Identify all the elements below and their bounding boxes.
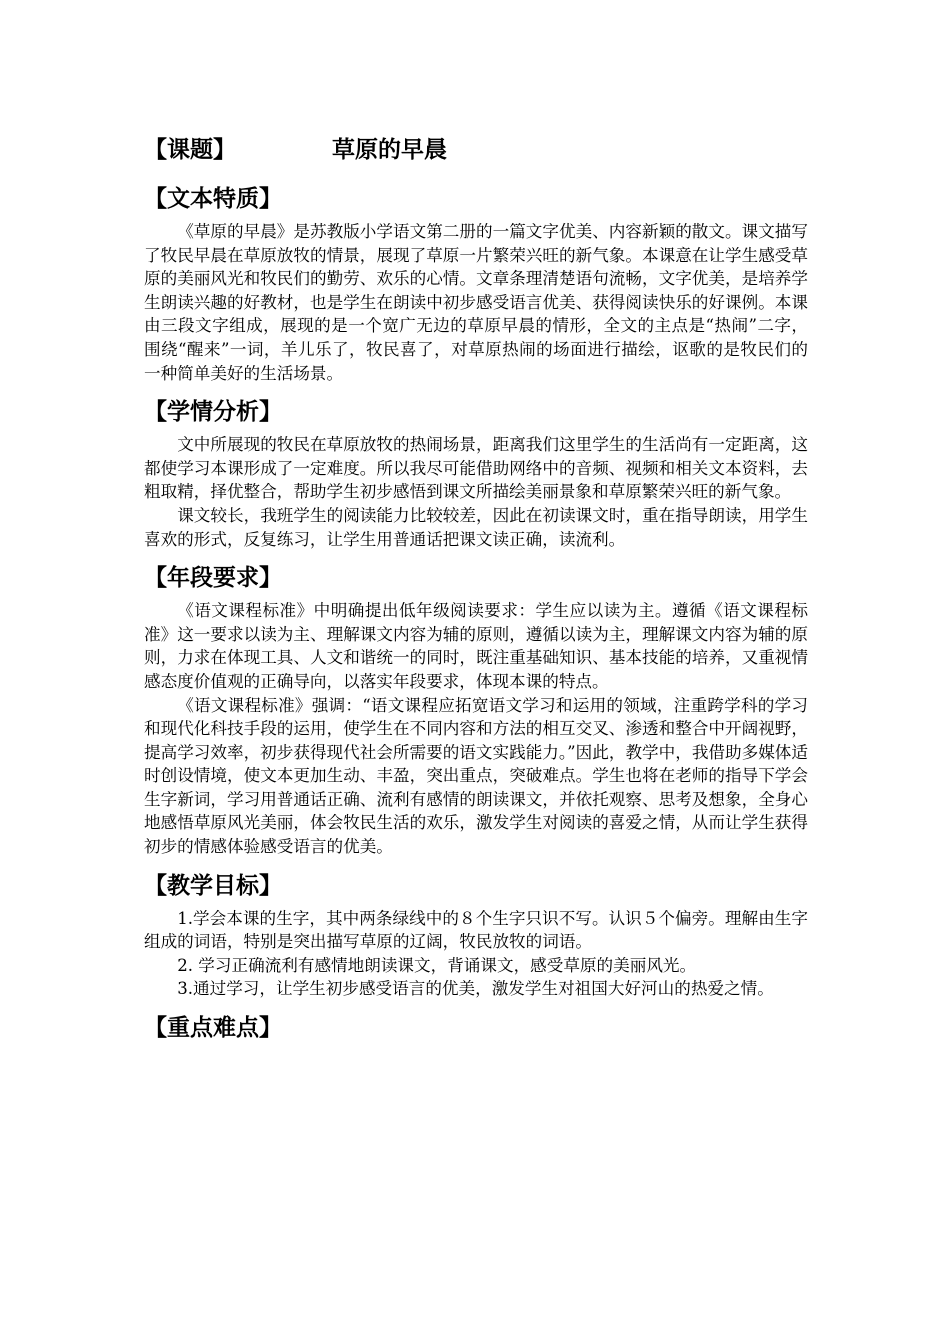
section-key-points [144,1007,808,1049]
section-text-features [144,178,808,385]
document-page [144,128,808,1049]
section-heading: 【文本特质】 [144,186,282,212]
section-heading: 【教学目标】 [144,872,282,899]
section-heading: 【重点难点】 [144,1015,282,1042]
section-heading: 【学情分析】 [144,399,282,426]
section-teaching-goals [144,865,808,1001]
lesson-title: 草原的早晨 [332,137,447,163]
paragraph: 文中所展现的牧民在草原放牧的热闹场景，距离我们这里学生的生活尚有一定距离，这都使学习本课形成了一定难度。所以我尽可能借助网络中的音频、视频和相关文本资料，去粗取精，择优整合，帮助学生初步感悟到课文所描绘美丽景象和草原繁荣兴旺的新气象。 [144,435,808,502]
goal-item: 3.通过学习，让学生初步感受语言的优美，激发学生对祖国大好河山的热爱之情。 [177,979,774,999]
lesson-title-row [144,128,808,172]
section-grade-requirements [144,557,808,859]
paragraph: 《语文课程标准》强调：“语文课程应拓宽语文学习和运用的领域，注重跨学科的学习和现代化科技手段的运用，使学生在不同内容和方法的相互交叉、渗透和整合中开阔视野，提高学习效率，初步获得现代社会所需要的语文实践能力。”因此，教学中，我借助多媒体适时创设情境，使文本更加生动、丰盈，突出重点，突破难点。学生也将在老师的指导下学会生字新词，学习用普通话正确、流利有感情的朗读课文，并依托观察、思考及想象，全身心地感悟草原风光美丽，体会牧民生活的欢乐，激发学生对阅读的喜爱之情，从而让学生获得初步的情感体验感受语言的优美。 [144,695,808,857]
section-heading: 【年段要求】 [144,565,282,592]
paragraph: 课文较长，我班学生的阅读能力比较较差，因此在初读课文时，重在指导朗读，用学生喜欢的形式，反复练习，让学生用普通话把课文读正确，读流利。 [144,505,808,549]
goal-item: 1.学会本课的生字，其中两条绿线中的８个生字只识不写。认识５个偏旁。理解由生字组成的词语，特别是突出描写草原的辽阔，牧民放牧的词语。 [144,908,808,952]
lesson-label: 【课题】 [144,137,236,163]
goal-item: 2. 学习正确流利有感情地朗读课文，背诵课文，感受草原的美丽风光。 [177,955,697,975]
paragraph: 《语文课程标准》中明确提出低年级阅读要求：学生应以读为主。遵循《语文课程标准》这一要求以读为主、理解课文内容为辅的原则，遵循以读为主，理解课文内容为辅的原则，力求在体现工具、人文和谐统一的同时，既注重基础知识、基本技能的培养，又重视情感态度价值观的正确导向，以落实年段要求，体现本课的特点。 [144,601,808,691]
section-learning-analysis [144,391,808,551]
paragraph: 《草原的早晨》是苏教版小学语文第二册的一篇文字优美、内容新颖的散文。课文描写了牧民早晨在草原放牧的情景，展现了草原一片繁荣兴旺的新气象。本课意在让学生感受草原的美丽风光和牧民们的勤劳、欢乐的心情。文章条理清楚语句流畅，文字优美，是培养学生朗读兴趣的好教材，也是学生在朗读中初步感受语言优美、获得阅读快乐的好课例。本课由三段文字组成，展现的是一个宽广无边的草原早晨的情形，全文的主点是“热闹”二字，围绕“醒来”一词，羊儿乐了，牧民喜了，对草原热闹的场面进行描绘，讴歌的是牧民们的一种简单美好的生活场景。 [144,222,808,383]
